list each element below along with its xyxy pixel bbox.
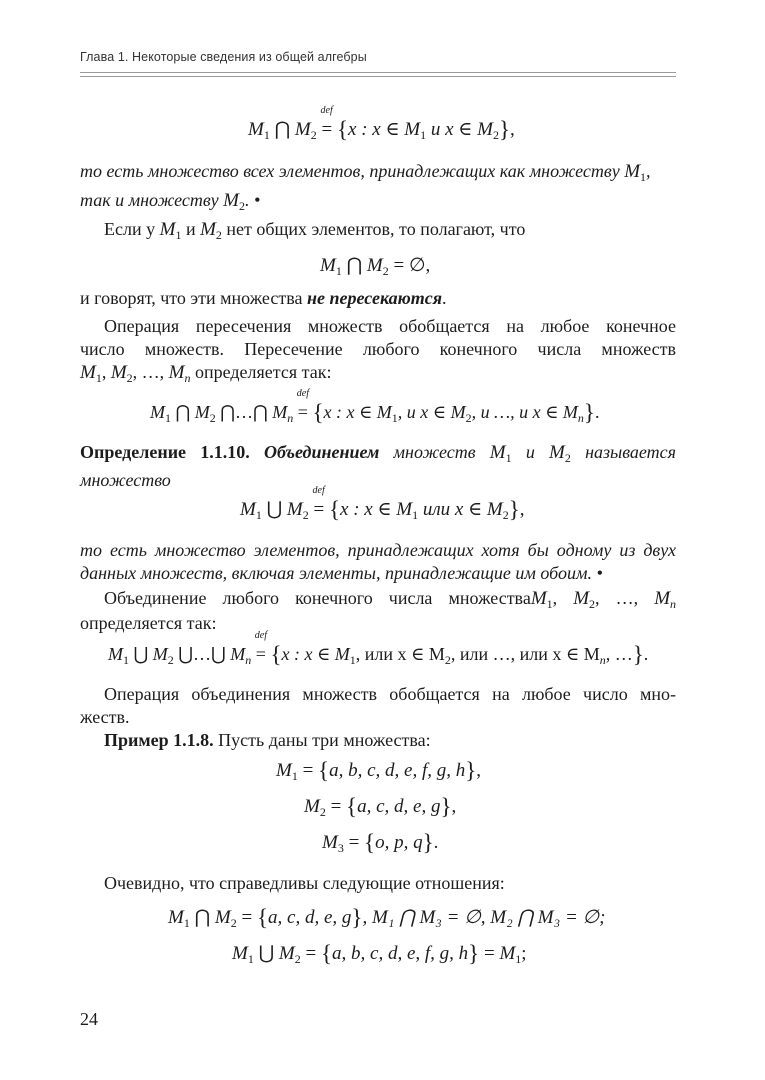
formula-set-1: $M_1 = \{a$, b, c, d, e, f, g, h}, (276, 758, 482, 783)
paragraph-line: так и множеству $M_2$. • (80, 190, 261, 213)
paragraph-line: Если у $M_1$ и $M_2$ нет общих элементов, то полагают, что (104, 219, 526, 242)
header-rule (80, 76, 676, 77)
formula-finite-union: $M_1$ ⋃ $M_2$ ⋃…⋃ $M_n$ = def {x : x ∈ $M_1$, или x ∈ $M_2$, или …, или x ∈ $M_n$, …}. (108, 630, 649, 667)
paragraph-line: определяется так: (80, 613, 217, 633)
paragraph-line: данных множеств, включая элементы, принадлежащие им обоим. • (80, 563, 603, 583)
paragraph-line: Объединение любого конечного числа множестваM$_1$, $M_2$, …, $M_n$ (104, 588, 677, 611)
example-line: Пример 1.1.8. Пусть даны три множества: (104, 730, 431, 750)
def-mark: def (320, 105, 333, 116)
running-header: Глава 1. Некоторые сведения из общей алгебры (80, 50, 367, 64)
paragraph-line: число множеств. Пересечение любого конечного числа множеств (80, 339, 676, 359)
formula-relations-1: $M_1$ ⋂ $M_2 = \{a$, c, d, e, g}, M₁ ⋂ M₃ = ∅, M₂ ⋂ M₃ = ∅; (168, 905, 606, 930)
page-number: 24 (80, 1009, 98, 1029)
formula-empty-intersection: $M_1$ ⋂ $M_2$ = ∅, (320, 255, 431, 278)
formula-relations-2: $M_1$ ⋃ $M_2 = \{a$, b, c, d, e, f, g, $h\} = M_1$; (232, 941, 527, 966)
paragraph-line: жеств. (80, 707, 130, 727)
paragraph-line: $M_1$, $M_2$, …, $M_n$ определяется так: (80, 362, 332, 385)
paragraph-line: Операция объединения множеств обобщается на любое число мно- (104, 684, 676, 704)
paragraph-line: и говорят, что эти множества не пересекаются. (80, 288, 447, 308)
definition-line: множество (80, 470, 171, 490)
formula-set-3: $M_3 = \{o$, p, q}. (322, 830, 439, 855)
paragraph-line: то есть множество элементов, принадлежащих хотя бы одному из двух (80, 540, 676, 560)
formula-set-2: $M_2 = \{a$, c, d, e, g}, (304, 794, 457, 819)
paragraph-line: то есть множество всех элементов, принадлежащих как множеству $M_1$, (80, 161, 651, 184)
paragraph-line: Операция пересечения множеств обобщается на любое конечное (104, 316, 676, 336)
formula-union: $M_1$ ⋃ $M_2$ = def {x : x ∈ $M_1$ или x ∈ $M_2$}, (240, 485, 525, 522)
header-rule (80, 72, 676, 73)
formula-finite-intersection: $M_1$ ⋂ $M_2$ ⋂…⋂ $M_n$ = def {x : x ∈ $M_1$, и x ∈ $M_2$, и …, и x ∈ $M_n$}. (150, 388, 600, 425)
paragraph-line: Очевидно, что справедливы следующие отношения: (104, 873, 505, 893)
definition-line: Определение 1.1.10. Объединением множеств $M_1$ и $M_2$ называется (80, 442, 677, 465)
formula-intersection: $M_1$ ⋂ $M_2$ = def {x : x ∈ $M_1$ и x ∈ $M_2$}, (248, 105, 515, 142)
emphasis-term: не пересекаются (306, 288, 443, 308)
